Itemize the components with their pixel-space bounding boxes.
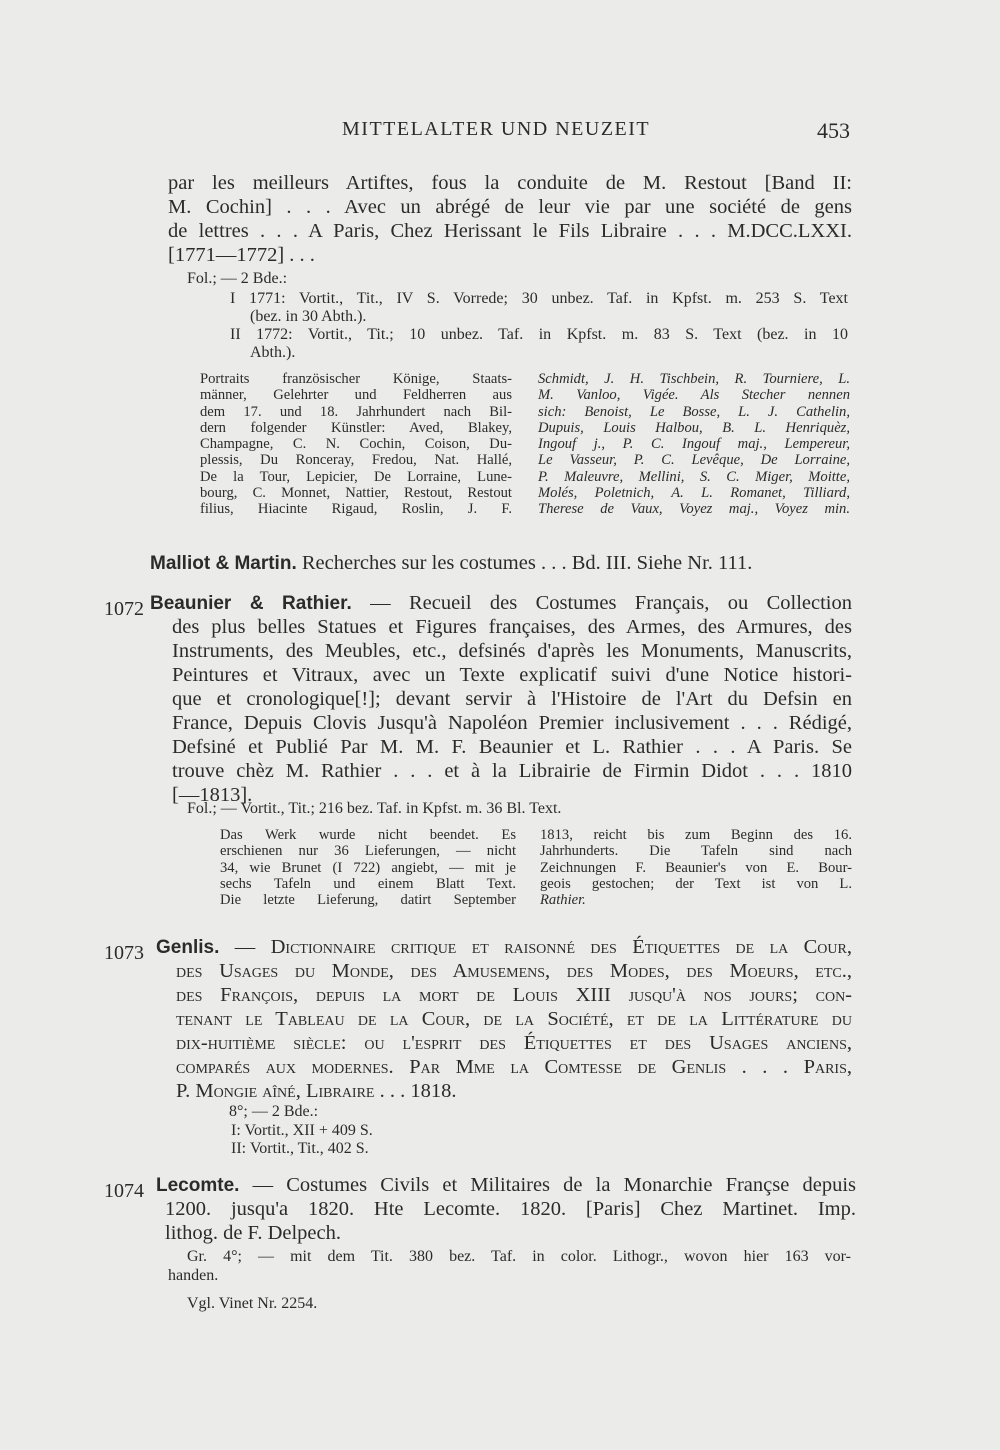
text-line: [—1813]. <box>172 784 253 806</box>
note-line: männer, Gelehrter und Feldherren aus <box>200 387 512 404</box>
format-line: Fol.; — 2 Bde.: <box>187 270 288 287</box>
note-line: De la Tour, Lepicier, De Lorraine, Lune- <box>200 468 512 485</box>
note-line: Rathier. <box>540 892 586 909</box>
note-line: 1813, reicht bis zum Beginn des 16. <box>540 827 852 843</box>
text-line: Instruments, des Meubles, etc., defsinés d'après les Monuments, Manuscrits, <box>172 640 852 662</box>
note-line: filius, Hiacinte Rigaud, Roslin, J. F. <box>200 501 512 518</box>
volume-line: I: Vortit., XII + 409 S. <box>231 1122 373 1139</box>
note-line: Molés, Poletnich, A. L. Romanet, Tilliard, <box>538 485 850 502</box>
ref-author: Malliot & Martin. <box>150 553 297 574</box>
text-line: des Usages du Monde, des Amusemens, des Modes, des Moeurs, etc., <box>176 960 852 982</box>
format-line: Fol.; — Vortit., Tit.; 216 bez. Taf. in Kpfst. m. 36 Bl. Text. <box>187 800 562 817</box>
entry-title-start: — Costumes Civils et Militaires de la Monarchie Françse depuis <box>252 1174 857 1196</box>
text-line: 1200. jusqu'a 1820. Hte Lecomte. 1820. [Paris] Chez Martinet. Imp. <box>165 1198 856 1220</box>
note-line: Das Werk wurde nicht beendet. Es <box>220 827 516 843</box>
volume-line: Abth.). <box>250 344 296 361</box>
note-line: plessis, Du Ronceray, Fredou, Nat. Hallé, <box>200 452 512 469</box>
note-line: sich: Benoist, Le Bosse, L. J. Cathelin, <box>538 403 850 420</box>
text-line: par les meilleurs Artiftes, fous la conduite de M. Restout [Band II: <box>168 172 852 194</box>
entry-1073 <box>156 936 852 959</box>
note-line: erschienen nur 36 Lieferungen, — nicht <box>220 843 516 860</box>
note-line: geois gestochen; der Text ist von L. <box>540 875 852 892</box>
note-line: dem 17. und 18. Jahrhundert nach Bil- <box>200 403 512 420</box>
note-line: Portraits französischer Könige, Staats- <box>200 371 512 387</box>
volume-line: (bez. in 30 Abth.). <box>250 308 367 325</box>
text-line: dix-huitième siècle: ou l'esprit des Étiquettes et des Usages anciens, <box>176 1032 852 1054</box>
note-left <box>200 371 512 518</box>
volume-line: II 1772: Vortit., Tit.; 10 unbez. Taf. in Kpfst. m. 83 S. Text (bez. in 10 <box>230 326 848 343</box>
note-left <box>220 827 516 908</box>
note-line: bourg, C. Monnet, Nattier, Restout, Restout <box>200 485 512 502</box>
note-line: Dupuis, Louis Halbou, B. L. Henriquèz, <box>538 419 850 436</box>
note-line: Zeichnungen F. Beaunier's von E. Bour- <box>540 859 852 876</box>
entry-author: Lecomte. <box>156 1175 240 1196</box>
text-line: des François, depuis la mort de Louis XIII jusqu'à nos jours; con- <box>176 984 852 1006</box>
note-line: Jahrhunderts. Die Tafeln sind nach <box>540 843 852 860</box>
text-line: Defsiné et Publié Par M. M. F. Beaunier et L. Rathier . . . A Paris. Se <box>172 736 852 758</box>
cross-reference <box>150 552 852 575</box>
entry-1073-body <box>176 960 852 1104</box>
format-line: 8°; — 2 Bde.: <box>229 1103 319 1120</box>
text-line: P. Mongie aîné, Libraire . . . 1818. <box>176 1080 457 1102</box>
entry-author: Genlis. <box>156 937 220 958</box>
note-line: M. Vanloo, Vigée. Als Stecher nennen <box>538 387 850 404</box>
note-line: P. Maleuvre, Mellini, S. C. Miger, Moitte, <box>538 468 850 485</box>
running-title: MITTELALTER UND NEUZEIT <box>342 118 651 140</box>
volume-line: II: Vortit., Tit., 402 S. <box>231 1140 369 1157</box>
format-line: handen. <box>168 1267 219 1284</box>
text-line: France, Depuis Clovis Jusqu'à Napoléon Premier inclusivement . . . Rédigé, <box>172 712 852 734</box>
note-line: Champagne, C. N. Cochin, Coison, Du- <box>200 436 512 453</box>
format-line: Gr. 4°; — mit dem Tit. 380 bez. Taf. in color. Lithogr., wovon hier 163 vor- <box>187 1248 851 1265</box>
entry-1072-body <box>172 616 852 808</box>
entry-first-line <box>156 1174 856 1197</box>
entry-first-line <box>156 936 852 959</box>
text-line: [1771—1772] . . . <box>168 244 315 266</box>
entry-title-start: — Dictionnaire critique et raisonné des Étiquettes de la Cour, <box>234 936 852 958</box>
page-number: 453 <box>817 118 850 143</box>
text-line: M. Cochin] . . . Avec un abrégé de leur vie par une société de gens <box>168 196 852 218</box>
note-line: Ingouf j., P. C. Ingouf maj., Lempereur, <box>538 436 850 453</box>
note-line: Le Vasseur, P. C. Levêque, De Lorraine, <box>538 452 850 469</box>
note-line: 34, wie Brunet (I 722) angiebt, — mit je <box>220 859 516 876</box>
reference-line: Vgl. Vinet Nr. 2254. <box>187 1295 318 1312</box>
text-line: tenant le Tableau de la Cour, de la Société, et de la Littérature du <box>176 1008 852 1030</box>
note-line: Schmidt, J. H. Tischbein, R. Tourniere, L. <box>538 371 850 387</box>
ref-text: Recherches sur les costumes . . . Bd. III. Siehe Nr. 111. <box>301 552 753 574</box>
text-line: des plus belles Statues et Figures françaises, des Armes, des Armures, des <box>172 616 852 638</box>
volume-line: I 1771: Vortit., Tit., IV S. Vorrede; 30 unbez. Taf. in Kpfst. m. 253 S. Text <box>230 290 848 307</box>
text-line: Peintures et Vitraux, avec un Texte explicatif suivi d'une Notice histori- <box>172 664 852 686</box>
text-line: lithog. de F. Delpech. <box>165 1222 341 1244</box>
entry-author: Beaunier & Rathier. <box>150 593 352 614</box>
entry-number: 1072 <box>104 598 144 620</box>
note-line: Therese de Vaux, Voyez maj., Voyez min. <box>538 501 850 518</box>
note-right <box>538 371 850 518</box>
text-line: que et cronologique[!]; devant servir à l'Histoire de l'Art du Defsin en <box>172 688 852 710</box>
entry-1072 <box>150 592 852 615</box>
entry-number: 1074 <box>104 1180 144 1202</box>
note-right <box>540 827 852 908</box>
text-line: de lettres . . . A Paris, Chez Herissant le Fils Libraire . . . M.DCC.LXXI. <box>168 220 852 242</box>
note-line: Die letzte Lieferung, datirt September <box>220 892 516 909</box>
entry-1074-body <box>165 1198 856 1246</box>
text-line: trouve chèz M. Rathier . . . et à la Librairie de Firmin Didot . . . 1810 <box>172 760 852 782</box>
entry-first-line <box>150 592 852 615</box>
entry-number: 1073 <box>104 942 144 964</box>
text-line: comparés aux modernes. Par Mme la Comtesse de Genlis . . . Paris, <box>176 1056 852 1078</box>
entry-title-start: — Recueil des Costumes Français, ou Collection <box>370 592 852 614</box>
entry-1074 <box>156 1174 856 1197</box>
note-line: sechs Tafeln und einem Blatt Text. <box>220 875 516 892</box>
note-line: dern folgender Künstler: Aved, Blakey, <box>200 419 512 436</box>
